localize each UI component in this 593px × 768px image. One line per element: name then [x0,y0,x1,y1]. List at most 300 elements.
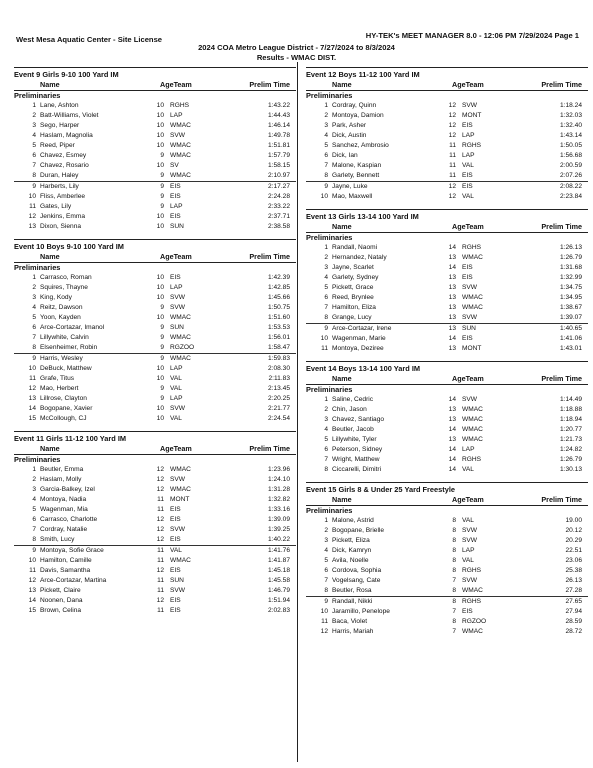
event-block [14,67,296,232]
swimmer-name: Chavez, Rosario [40,162,89,169]
results-title: Results - WMAC DIST. [256,53,337,62]
place: 4 [324,274,328,281]
result-row [306,617,588,627]
age: 10 [156,294,164,301]
swimmer-name: Pickett, Grace [332,284,374,291]
swimmer-name: Beutler, Emma [40,466,84,473]
swimmer-name: Haslam, Molly [40,476,82,483]
result-row [306,273,588,283]
age: 12 [156,486,164,493]
swimmer-name: Duran, Haley [40,172,79,179]
place: 12 [28,385,36,392]
ageteam-header: AgeTeam [160,252,192,261]
swimmer-name: Harberts, Lily [40,183,79,190]
prelim-time: 2:02.83 [268,607,290,614]
place: 10 [320,193,328,200]
swimmer-name: Malone, Astrid [332,517,374,524]
team: SVW [170,476,186,483]
prelim-time: 1:33.16 [268,506,290,513]
swimmer-name: Chavez, Esmey [40,152,87,159]
prelim-time: 1:41.06 [560,335,582,342]
result-row [14,343,296,353]
place: 1 [32,466,36,473]
age: 11 [449,162,456,169]
age: 12 [448,112,456,119]
prelim-time: 1:45.18 [268,567,290,574]
prelim-time: 26.13 [565,577,582,584]
event-block [306,482,588,637]
place: 3 [324,264,328,271]
prelim-time: 1:32.99 [560,274,582,281]
result-row [14,283,296,293]
age: 12 [448,183,456,190]
swimmer-name: Garlety, Sydney [332,274,379,281]
age: 13 [448,436,456,443]
place: 13 [28,395,36,402]
place: 8 [32,536,36,543]
ageteam-header: AgeTeam [452,222,484,231]
prelim-time: 2:21.77 [268,405,290,412]
team: RGHS [462,598,482,605]
result-row [14,293,296,303]
team: WMAC [170,122,191,129]
place: 6 [32,324,36,331]
team: WMAC [462,426,483,433]
age: 14 [448,244,456,251]
result-row [14,535,296,545]
result-row [14,212,296,222]
result-row [306,395,588,405]
swimmer-name: Montoya, Sofie Grace [40,547,104,554]
team: VAL [170,547,182,554]
place: 9 [32,355,36,362]
place: 1 [324,102,328,109]
event-block [306,209,588,354]
event-title: Event 15 Girls 8 & Under 25 Yard Freestyle [306,482,588,495]
ageteam-header: AgeTeam [160,80,192,89]
result-row [14,333,296,343]
place: 11 [29,203,36,210]
place: 8 [32,344,36,351]
swimmer-name: Randall, Naomi [332,244,378,251]
age: 11 [157,506,164,513]
result-row [306,111,588,121]
place: 10 [28,193,36,200]
prelim-time: 1:26.79 [560,456,582,463]
prelim-time: 1:46.14 [268,122,290,129]
place: 3 [324,537,328,544]
swimmer-name: Harris, Mariah [332,628,374,635]
team: RGZOO [170,344,195,351]
age: 14 [448,456,456,463]
place: 9 [324,598,328,605]
prelim-time: 1:23.96 [268,466,290,473]
ageteam-header: AgeTeam [160,444,192,453]
result-row [14,273,296,283]
result-row [14,353,296,364]
place: 12 [28,213,36,220]
age: 9 [160,183,164,190]
swimmer-name: Jayne, Luke [332,183,368,190]
result-row [306,435,588,445]
team: SUN [462,325,476,332]
result-row [14,505,296,515]
prelim-time: 1:43.22 [268,102,290,109]
preliminaries-label: Preliminaries [306,233,353,242]
result-row [306,253,588,263]
result-row [14,202,296,212]
team: WMAC [462,416,483,423]
prelim-time: 1:39.09 [268,516,290,523]
swimmer-name: Lillywhite, Tyler [332,436,377,443]
swimmer-name: Montoya, Deziree [332,345,384,352]
prelim-time: 28.72 [565,628,582,635]
team: EIS [462,183,473,190]
team: LAP [170,365,183,372]
age: 8 [452,598,456,605]
place: 9 [324,183,328,190]
place: 13 [28,587,36,594]
result-row [306,455,588,465]
swimmer-name: Jayne, Scarlet [332,264,374,271]
age: 10 [156,122,164,129]
prelim-time: 2:20.25 [268,395,290,402]
prelim-time: 2:23.84 [560,193,582,200]
result-row [14,313,296,323]
team: RGHS [462,456,482,463]
result-row [306,445,588,455]
prelim-time: 27.65 [565,598,582,605]
result-row [14,515,296,525]
result-row [14,566,296,576]
age: 11 [157,547,164,554]
place: 4 [32,496,36,503]
swimmer-name: Mao, Maxwell [332,193,373,200]
preliminaries-label: Preliminaries [306,506,353,515]
age: 13 [448,254,456,261]
team: WMAC [170,334,191,341]
column-headers [306,495,588,506]
age: 10 [156,405,164,412]
result-row [14,465,296,475]
team: LAP [462,547,475,554]
age: 13 [448,406,456,413]
place: 3 [32,486,36,493]
team: RGHS [462,142,482,149]
column-headers [306,80,588,91]
prelim-time: 2:08.30 [268,365,290,372]
place: 6 [324,446,328,453]
team: EIS [170,567,181,574]
result-row [14,151,296,161]
team: WMAC [170,172,191,179]
age: 10 [156,274,164,281]
age: 14 [448,466,456,473]
prelim-time: 1:26.13 [560,244,582,251]
swimmer-name: Jenkins, Emma [40,213,86,220]
result-row [306,303,588,313]
place: 10 [320,608,328,615]
result-row [306,313,588,323]
place: 2 [324,112,328,119]
preliminaries-label: Preliminaries [306,385,353,394]
place: 4 [32,304,36,311]
event-block [14,239,296,424]
team: EIS [170,506,181,513]
place: 6 [32,516,36,523]
result-row [306,344,588,354]
place: 7 [32,162,36,169]
age: 9 [160,344,164,351]
result-row [14,171,296,181]
prelim-time: 1:51.94 [268,597,290,604]
swimmer-name: Yoon, Kayden [40,314,81,321]
name-header: Name [332,495,352,504]
result-row [14,141,296,151]
team: VAL [462,517,474,524]
place: 8 [324,587,328,594]
age: 11 [157,496,164,503]
prelim-time: 1:31.68 [560,264,582,271]
result-row [306,596,588,607]
team: SVW [170,132,186,139]
swimmer-name: King, Kody [40,294,72,301]
place: 7 [32,334,36,341]
result-row [14,495,296,505]
age: 8 [452,517,456,524]
prelim-time: 1:58.47 [268,344,290,351]
prelim-time: 2:00.59 [560,162,582,169]
prelim-time: 20.29 [565,537,582,544]
team: WMAC [170,314,191,321]
place: 7 [324,577,328,584]
result-row [14,181,296,192]
place: 2 [32,284,36,291]
team: EIS [170,193,181,200]
place: 10 [28,365,36,372]
right-column [306,67,588,644]
team: LAP [462,132,475,139]
swimmer-name: Randall, Nikki [332,598,373,605]
result-row [306,243,588,253]
age: 13 [448,345,456,352]
place: 5 [324,557,328,564]
result-row [14,576,296,586]
place: 6 [324,567,328,574]
prelim-time: 1:18.94 [560,416,582,423]
swimmer-name: Brown, Celina [40,607,82,614]
result-row [14,161,296,171]
swimmer-name: Dick, Ian [332,152,358,159]
result-row [14,192,296,202]
team: EIS [462,335,473,342]
age: 12 [448,132,456,139]
place: 6 [32,152,36,159]
swimmer-name: Squires, Thayne [40,284,88,291]
age: 10 [156,213,164,220]
swimmer-name: Haslam, Magnolia [40,132,93,139]
prelim-time: 1:18.24 [560,102,582,109]
name-header: Name [332,222,352,231]
column-divider [297,62,298,762]
swimmer-name: Carrasco, Roman [40,274,92,281]
age: 13 [448,325,456,332]
event-title: Event 14 Boys 13-14 100 Yard IM [306,361,588,374]
age: 9 [160,334,164,341]
prelim-time: 1:39.07 [560,314,582,321]
place: 7 [324,162,328,169]
result-row [14,131,296,141]
prelim-time-header: Prelim Time [541,374,582,383]
team: VAL [462,193,474,200]
place: 8 [324,466,328,473]
prelim-time: 27.94 [565,608,582,615]
team: VAL [170,415,182,422]
name-header: Name [332,80,352,89]
team: RGHS [462,244,482,251]
prelim-time: 1:20.77 [560,426,582,433]
place: 8 [32,172,36,179]
place: 3 [32,294,36,301]
team: MONT [462,112,482,119]
age: 8 [452,527,456,534]
age: 9 [160,395,164,402]
team: VAL [170,375,182,382]
place: 9 [32,183,36,190]
prelim-time: 1:41.87 [268,557,290,564]
prelim-time: 1:44.43 [268,112,290,119]
event-title: Event 9 Girls 9-10 100 Yard IM [14,67,296,80]
age: 10 [156,132,164,139]
team: SVW [462,527,478,534]
prelim-time: 1:46.79 [268,587,290,594]
prelim-time: 27.28 [565,587,582,594]
result-row [14,323,296,333]
place: 6 [324,294,328,301]
result-row [14,475,296,485]
event-block [14,431,296,616]
swimmer-name: Jaramillo, Penelope [332,608,390,615]
result-row [306,586,588,596]
prelim-time: 2:10.97 [268,172,290,179]
prelim-time: 1:34.95 [560,294,582,301]
ageteam-header: AgeTeam [452,495,484,504]
result-row [306,283,588,293]
team: MONT [170,496,190,503]
result-row [14,364,296,374]
age: 8 [452,567,456,574]
team: RGHS [462,567,482,574]
prelim-time: 1:39.25 [268,526,290,533]
team: SVW [462,102,478,109]
prelim-time: 1:42.85 [268,284,290,291]
place: 7 [324,304,328,311]
swimmer-name: Wagenman, Mia [40,506,88,513]
prelim-time: 23.06 [565,557,582,564]
place: 4 [324,547,328,554]
result-row [14,485,296,495]
team: LAP [462,446,475,453]
place: 3 [324,416,328,423]
result-row [306,576,588,586]
swimmer-name: Sego, Harper [40,122,80,129]
preliminaries-label: Preliminaries [14,455,61,464]
prelim-time: 1:56.01 [268,334,290,341]
place: 12 [320,628,328,635]
team: SUN [170,324,184,331]
age: 9 [160,152,164,159]
place: 1 [324,396,328,403]
swimmer-name: Arce-Cortazar, Martina [40,577,107,584]
team: SVW [170,304,186,311]
swimmer-name: Garcia-Balkey, Izel [40,486,95,493]
swimmer-name: Hamilton, Camille [40,557,92,564]
result-row [306,627,588,637]
age: 13 [448,304,456,311]
swimmer-name: Baca, Violet [332,618,368,625]
team: SVW [170,526,186,533]
left-column [14,67,296,623]
result-row [306,101,588,111]
meet-title: 2024 COA Metro League District - 7/27/2024 to 8/3/2024 [198,43,395,52]
name-header: Name [332,374,352,383]
age: 12 [156,466,164,473]
column-headers [306,222,588,233]
team: EIS [170,274,181,281]
swimmer-name: Wright, Matthew [332,456,380,463]
name-header: Name [40,252,60,261]
result-row [14,414,296,424]
prelim-time-header: Prelim Time [541,495,582,504]
swimmer-name: Grange, Lucy [332,314,372,321]
result-row [14,404,296,414]
place: 8 [324,314,328,321]
swimmer-name: Harris, Wesley [40,355,83,362]
age: 13 [448,314,456,321]
site-license-label: West Mesa Aquatic Center - Site License [16,35,163,44]
swimmer-name: Sanchez, Ambrosio [332,142,389,149]
team: EIS [170,516,181,523]
team: SUN [170,577,184,584]
swimmer-name: Batt-Williams, Violet [40,112,99,119]
swimmer-name: Ciccarelli, Dimitri [332,466,382,473]
age: 8 [452,537,456,544]
team: EIS [170,183,181,190]
place: 4 [324,426,328,433]
prelim-time: 1:45.58 [268,577,290,584]
age: 9 [160,385,164,392]
result-row [306,141,588,151]
swimmer-name: Noonen, Dana [40,597,83,604]
swimmer-name: Vogelsang, Cate [332,577,381,584]
prelim-time-header: Prelim Time [541,222,582,231]
team: SUN [170,223,184,230]
prelim-time: 2:08.22 [560,183,582,190]
team: WMAC [170,466,191,473]
place: 2 [32,112,36,119]
team: LAP [462,152,475,159]
swimmer-name: Lane, Ashton [40,102,79,109]
swimmer-name: Montoya, Nadia [40,496,87,503]
team: WMAC [170,486,191,493]
prelim-time: 28.59 [565,618,582,625]
place: 2 [324,527,328,534]
place: 12 [28,577,36,584]
team: SVW [170,587,186,594]
result-row [14,384,296,394]
age: 12 [156,526,164,533]
swimmer-name: Dixon, Sienna [40,223,82,230]
